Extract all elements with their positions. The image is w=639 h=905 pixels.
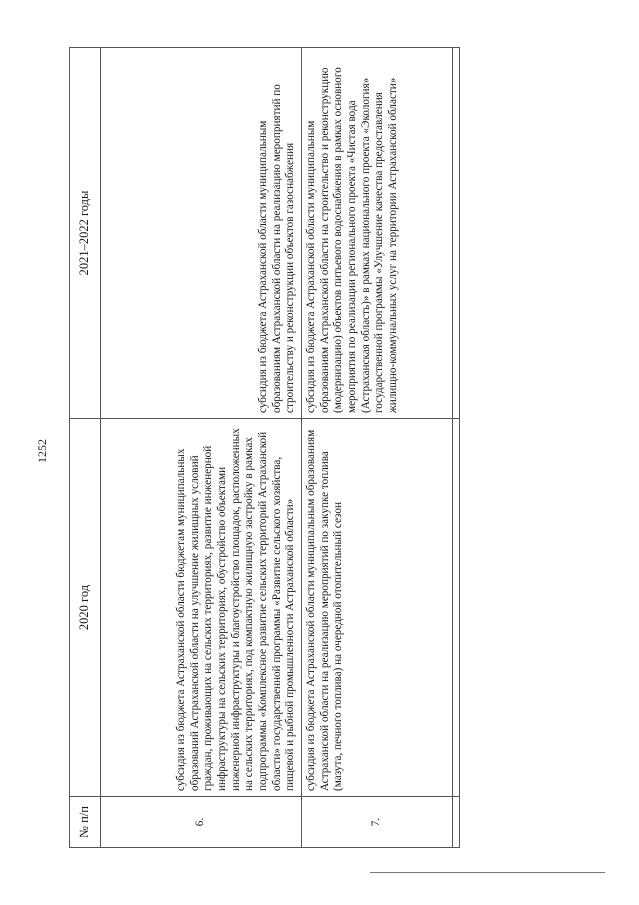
header-num: № п/п <box>70 797 101 848</box>
table-row <box>302 48 453 848</box>
cell-2020: субсидия из бюджета Астраханской области муниципальным образованиям Астраханской области на реализацию мероприятий по закупке топлива (мазута, печного топлива) на очередной отопительный сезон <box>302 419 453 797</box>
header-2021-2022: 2021–2022 годы <box>70 48 101 419</box>
empty-cell <box>453 419 460 797</box>
page-number: 1252 <box>35 439 49 463</box>
table-row-empty <box>453 48 460 848</box>
row-number: 7. <box>302 797 453 848</box>
rotated-content <box>69 48 454 848</box>
empty-cell <box>453 797 460 848</box>
empty-cell <box>453 48 460 419</box>
subsidy-table <box>69 47 460 848</box>
table-row <box>101 48 302 848</box>
row-number: 6. <box>101 797 302 848</box>
header-2020: 2020 год <box>70 419 101 797</box>
cell-2021-2022: субсидия из бюджета Астраханской области муниципальным образованиям Астраханской области на реализацию мероприятий по строительству и реконструкции объектов газоснабжения <box>101 48 302 419</box>
cell-2021-2022: субсидия из бюджета Астраханской области муниципальным образованиям Астраханской области на строительство и реконструкцию (модернизацию) объектов питьевого водоснабжения в рамках основного мероприятия по реализации регионального проекта «Чистая вода (Астраханская область)» в рамках национального проекта «Экология» государственной программы «Улучшение качества предоставления жилищно-коммунальных услуг на территории Астраханской области» <box>302 48 453 419</box>
table-stage <box>69 48 454 848</box>
bottom-divider <box>370 872 605 873</box>
header-row <box>70 48 101 848</box>
cell-2020: субсидия из бюджета Астраханской области бюджетам муниципальных образований Астраханской области на улучшение жилищных условий граждан, проживающих на сельских территориях, развитие инженерной инфраструктуры на сельских территориях, обустройство объектами инженерной инфраструктуры и благоустройство площадок, расположенных на сельских территориях, под компактную жилищную застройку в рамках подпрограммы «Комплексное развитие сельских территорий Астраханской области» государственной программы «Развитие сельского хозяйства, пищевой и рыбной промышленности Астраханской области» <box>101 419 302 797</box>
